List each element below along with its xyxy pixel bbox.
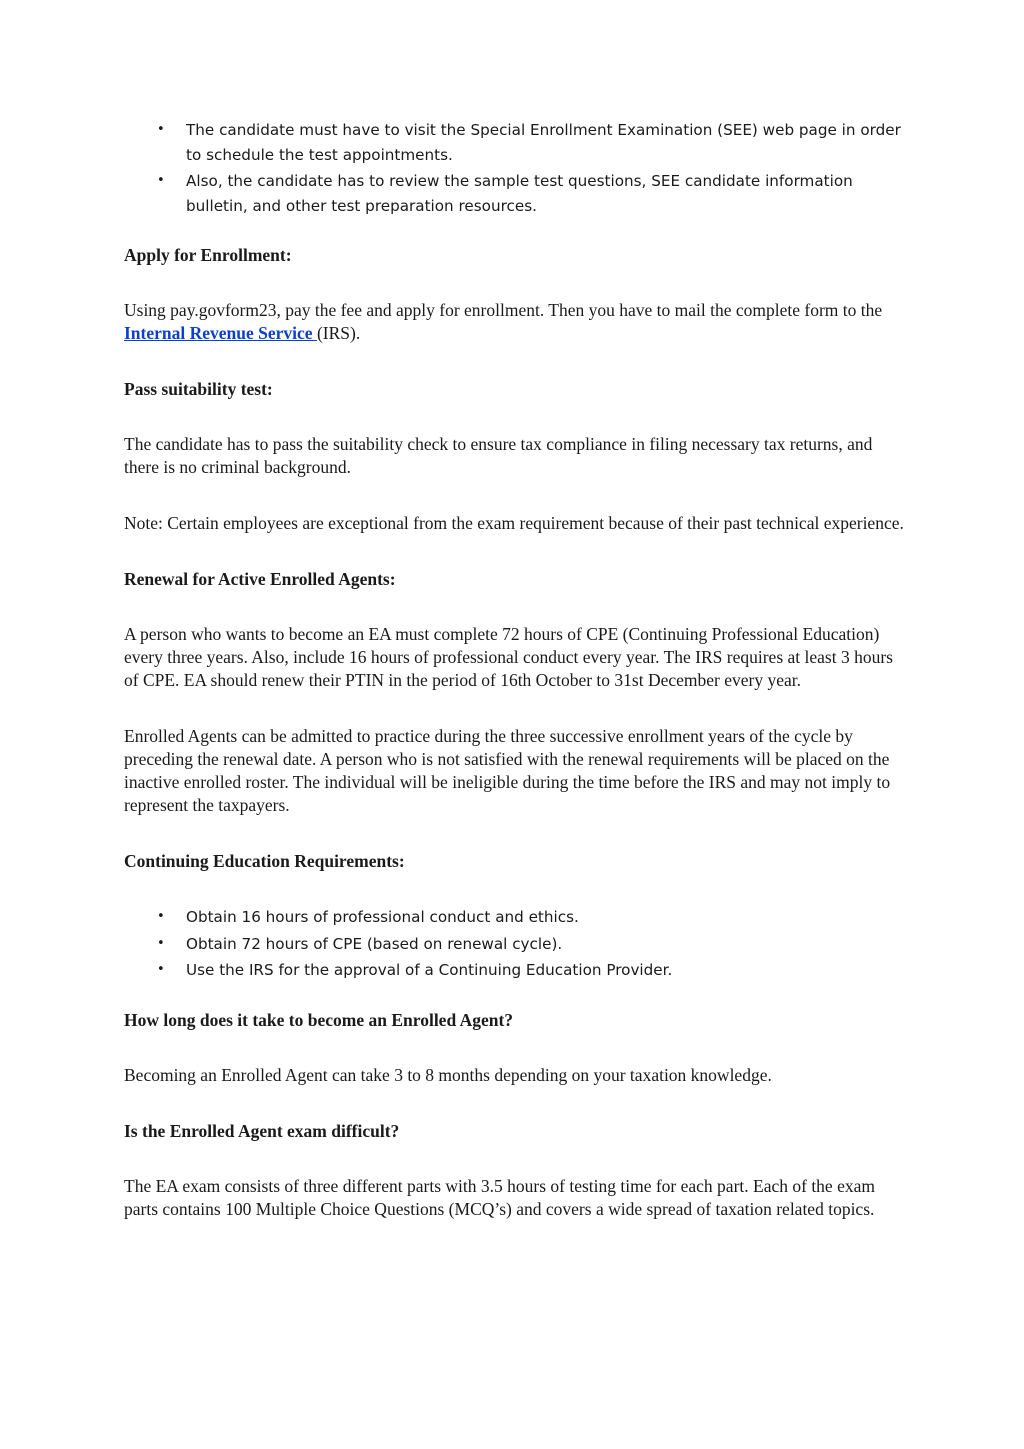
apply-paragraph <box>124 299 904 345</box>
bullet-icon: • <box>157 909 165 924</box>
difficulty-paragraph: The EA exam consists of three different parts with 3.5 hours of testing time for each part. Each of the exam parts contains 100 Multiple Choice Questions (MCQ’s) and covers a wide spread of taxation related topics. <box>124 1175 875 1219</box>
irs-link[interactable]: Internal Revenue Service <box>124 323 317 343</box>
bullet-icon: • <box>157 122 165 137</box>
document-page <box>124 118 904 1221</box>
apply-text-after-link: (IRS). <box>316 323 361 343</box>
renewal-paragraph-2: Enrolled Agents can be admitted to practice during the three successive enrollment years of the cycle by preceding the renewal date. A person who is not satisfied with the renewal requirements will be placed on the inactive enrolled roster. The individual will be ineligible during the time before the IRS and may not imply to represent the taxpayers. <box>124 726 891 815</box>
list-item-text: Obtain 72 hours of CPE (based on renewal cycle). <box>186 934 563 953</box>
list-item-text: Obtain 16 hours of professional conduct and ethics. <box>186 908 579 926</box>
list-item <box>124 169 904 218</box>
intro-bullet-list <box>124 118 904 218</box>
bullet-icon: • <box>157 962 165 977</box>
suitability-heading: Pass suitability test: <box>124 379 273 399</box>
bullet-icon: • <box>157 173 165 188</box>
apply-heading: Apply for Enrollment: <box>124 245 292 265</box>
education-heading: Continuing Education Requirements: <box>124 851 405 871</box>
list-item <box>124 958 904 983</box>
list-item-text: The candidate must have to visit the Special Enrollment Examination (SEE) web page in order to schedule the test appointments. <box>186 121 901 164</box>
education-bullet-list <box>124 905 904 983</box>
how-long-paragraph: Becoming an Enrolled Agent can take 3 to 8 months depending on your taxation knowledge. <box>124 1064 772 1085</box>
how-long-heading: How long does it take to become an Enrolled Agent? <box>124 1009 514 1030</box>
renewal-heading: Renewal for Active Enrolled Agents: <box>124 569 396 589</box>
list-item <box>124 905 904 930</box>
suitability-paragraph: The candidate has to pass the suitability check to ensure tax compliance in filing necessary tax returns, and there is no criminal background. <box>124 434 873 477</box>
list-item <box>124 932 904 957</box>
list-item-text: Use the IRS for the approval of a Continuing Education Provider. <box>186 961 673 979</box>
list-item <box>124 118 904 167</box>
renewal-paragraph-1: A person who wants to become an EA must complete 72 hours of CPE (Continuing Professional Education) every three years. Also, include 16 hours of professional conduct every year. The IRS requires at least 3 hours of CPE. EA should renew their PTIN in the period of 16th October to 31st December every year. <box>124 624 893 690</box>
apply-text-before-link: Using pay.govform23, pay the fee and apply for enrollment. Then you have to mail the complete form to the <box>124 300 883 320</box>
bullet-icon: • <box>157 935 165 951</box>
list-item-text: Also, the candidate has to review the sample test questions, SEE candidate information bulletin, and other test preparation resources. <box>186 172 853 215</box>
difficulty-heading: Is the Enrolled Agent exam difficult? <box>124 1120 400 1141</box>
suitability-note: Note: Certain employees are exceptional from the exam requirement because of their past technical experience. <box>124 513 904 533</box>
